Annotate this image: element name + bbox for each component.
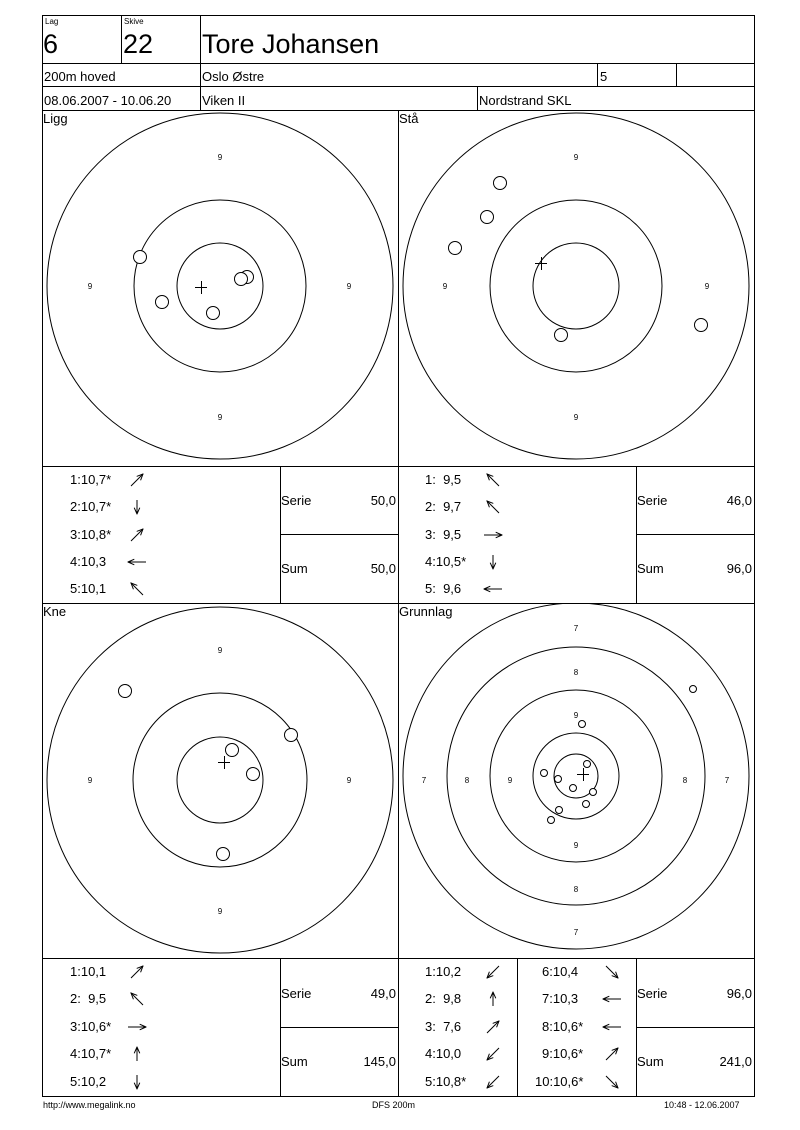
shot-hole (494, 177, 507, 190)
shot-hole (590, 789, 597, 796)
serie-value: 49,0 (370, 986, 396, 1001)
sum-label: Sum (637, 1054, 664, 1069)
serie-label: Serie (637, 493, 668, 508)
position-title-sta: Stå (399, 111, 419, 126)
skive-value: 22 (123, 29, 154, 59)
direction-arrow-icon (126, 472, 148, 488)
shot-value: 5:10,8* (425, 1074, 467, 1089)
sum-label: Sum (281, 1054, 308, 1069)
direction-arrow-icon (126, 527, 148, 543)
direction-arrow-icon (126, 964, 148, 980)
serie-value: 96,0 (726, 986, 752, 1001)
shot-hole (235, 273, 248, 286)
direction-arrow-icon (482, 554, 504, 570)
shot-hole (134, 251, 147, 264)
shot-hole (548, 817, 555, 824)
serie-label: Serie (637, 986, 668, 1001)
shot-value: 4:10,7* (70, 1046, 112, 1061)
direction-arrow-icon (482, 472, 504, 488)
shot-hole (579, 721, 586, 728)
shot-hole (247, 768, 260, 781)
mean-hit-cross (195, 281, 207, 294)
ring-label: 9 (442, 282, 448, 291)
ring-label: 8 (573, 885, 579, 894)
shot-hole (541, 770, 548, 777)
shot-hole (226, 744, 239, 757)
shot-hole (556, 807, 563, 814)
ring-outer (47, 607, 393, 953)
shot-value: 3: 9,5 (425, 527, 462, 542)
ring-10 (533, 243, 619, 329)
direction-arrow-icon (126, 554, 148, 570)
sum-value: 145,0 (363, 1054, 396, 1069)
serie-value: 46,0 (726, 493, 752, 508)
sum-value: 241,0 (719, 1054, 752, 1069)
shot-value: 2:10,7* (70, 499, 112, 514)
shot-hole (555, 329, 568, 342)
direction-arrow-icon (482, 581, 504, 597)
shot-value: 5:10,2 (70, 1074, 107, 1089)
shot-value: 1:10,2 (425, 964, 462, 979)
sum-label: Sum (281, 561, 308, 576)
ring-label: 9 (573, 413, 579, 422)
direction-arrow-icon (482, 499, 504, 515)
shooter-name: Tore Johansen (202, 29, 380, 59)
position-title-ligg: Ligg (43, 111, 68, 126)
ring-label: 7 (573, 624, 579, 633)
direction-arrow-icon (482, 991, 504, 1007)
dates-field: 08.06.2007 - 10.06.20 (44, 93, 172, 108)
shot-value: 1: 9,5 (425, 472, 462, 487)
target-kne (43, 604, 398, 958)
direction-arrow-icon (126, 1046, 148, 1062)
ring-outer (403, 113, 749, 459)
direction-arrow-icon (126, 991, 148, 1007)
direction-arrow-icon (482, 1046, 504, 1062)
position-title-kne: Kne (43, 604, 67, 619)
position-title-grunnlag: Grunnlag (399, 604, 453, 619)
ring-label: 9 (217, 907, 223, 916)
direction-arrow-icon (601, 1046, 623, 1062)
target-sta (399, 111, 754, 466)
footer-url: http://www.megalink.no (43, 1100, 136, 1110)
ring-label: 8 (682, 776, 688, 785)
direction-arrow-icon (126, 581, 148, 597)
serie-label: Serie (281, 986, 312, 1001)
ring-label: 9 (87, 282, 93, 291)
ring-label: 9 (346, 282, 352, 291)
ring-label: 9 (346, 776, 352, 785)
sum-value: 96,0 (726, 561, 752, 576)
shot-value: 8:10,6* (542, 1019, 584, 1034)
direction-arrow-icon (126, 1019, 148, 1035)
district-field: Viken II (202, 93, 246, 108)
sum-label: Sum (637, 561, 664, 576)
shot-hole (207, 307, 220, 320)
shot-hole (119, 685, 132, 698)
shot-value: 9:10,6* (542, 1046, 584, 1061)
target-ligg (43, 111, 398, 466)
shot-value: 7:10,3 (542, 991, 579, 1006)
shot-value: 2: 9,5 (70, 991, 107, 1006)
ring-10 (177, 243, 263, 329)
shot-hole (695, 319, 708, 332)
shot-value: 2: 9,8 (425, 991, 462, 1006)
skive-label: Skive (124, 17, 144, 26)
lag-value: 6 (43, 29, 59, 59)
shot-value: 5:10,1 (70, 581, 107, 596)
lag-label: Lag (45, 17, 59, 26)
ring-7-outer (403, 604, 749, 949)
ring-label: 9 (573, 711, 579, 720)
shot-hole (285, 729, 298, 742)
shot-hole (583, 801, 590, 808)
serie-label: Serie (281, 493, 312, 508)
ring-label: 9 (217, 646, 223, 655)
direction-arrow-icon (126, 499, 148, 515)
shot-value: 5: 9,6 (425, 581, 462, 596)
club-field: Oslo Østre (202, 69, 265, 84)
ring-label: 9 (704, 282, 710, 291)
direction-arrow-icon (601, 991, 623, 1007)
ring-label: 8 (464, 776, 470, 785)
shot-hole (481, 211, 494, 224)
direction-arrow-icon (601, 1019, 623, 1035)
shot-value: 4:10,0 (425, 1046, 462, 1061)
ring-label: 9 (87, 776, 93, 785)
direction-arrow-icon (482, 1074, 504, 1090)
shot-value: 4:10,5* (425, 554, 467, 569)
shot-value: 2: 9,7 (425, 499, 462, 514)
class-field: 200m hoved (44, 69, 116, 84)
shot-hole (217, 848, 230, 861)
organizer-field: Nordstrand SKL (479, 93, 572, 108)
direction-arrow-icon (601, 964, 623, 980)
ring-label: 7 (724, 776, 730, 785)
shot-hole (690, 686, 697, 693)
direction-arrow-icon (601, 1074, 623, 1090)
shot-value: 3:10,6* (70, 1019, 112, 1034)
shot-value: 1:10,7* (70, 472, 112, 487)
mean-hit-cross (577, 768, 589, 781)
ring-label: 9 (217, 153, 223, 162)
shot-value: 1:10,1 (70, 964, 107, 979)
ring-label: 7 (421, 776, 427, 785)
shot-hole (555, 776, 562, 783)
direction-arrow-icon (482, 964, 504, 980)
shot-hole (156, 296, 169, 309)
ring-9 (134, 200, 306, 372)
ring-9 (133, 693, 307, 867)
target-grunnlag (399, 604, 754, 958)
rank-field: 5 (600, 69, 608, 84)
serie-value: 50,0 (370, 493, 396, 508)
shot-hole (570, 785, 577, 792)
ring-label: 9 (573, 841, 579, 850)
ring-label: 7 (573, 928, 579, 937)
ring-outer (47, 113, 393, 459)
direction-arrow-icon (482, 1019, 504, 1035)
shot-value: 4:10,3 (70, 554, 107, 569)
shot-hole (584, 761, 591, 768)
mean-hit-cross (218, 756, 230, 769)
ring-label: 8 (573, 668, 579, 677)
sum-value: 50,0 (370, 561, 396, 576)
direction-arrow-icon (126, 1074, 148, 1090)
ring-label: 9 (217, 413, 223, 422)
footer-timestamp: 10:48 - 12.06.2007 (664, 1100, 740, 1110)
shot-value: 10:10,6* (535, 1074, 584, 1089)
ring-label: 9 (507, 776, 513, 785)
shot-hole (449, 242, 462, 255)
direction-arrow-icon (482, 527, 504, 543)
ring-8 (447, 647, 705, 905)
shot-value: 3: 7,6 (425, 1019, 462, 1034)
footer-program: DFS 200m (372, 1100, 416, 1110)
ring-label: 9 (573, 153, 579, 162)
ring-9 (490, 200, 662, 372)
shot-value: 6:10,4 (542, 964, 579, 979)
shot-value: 3:10,8* (70, 527, 112, 542)
